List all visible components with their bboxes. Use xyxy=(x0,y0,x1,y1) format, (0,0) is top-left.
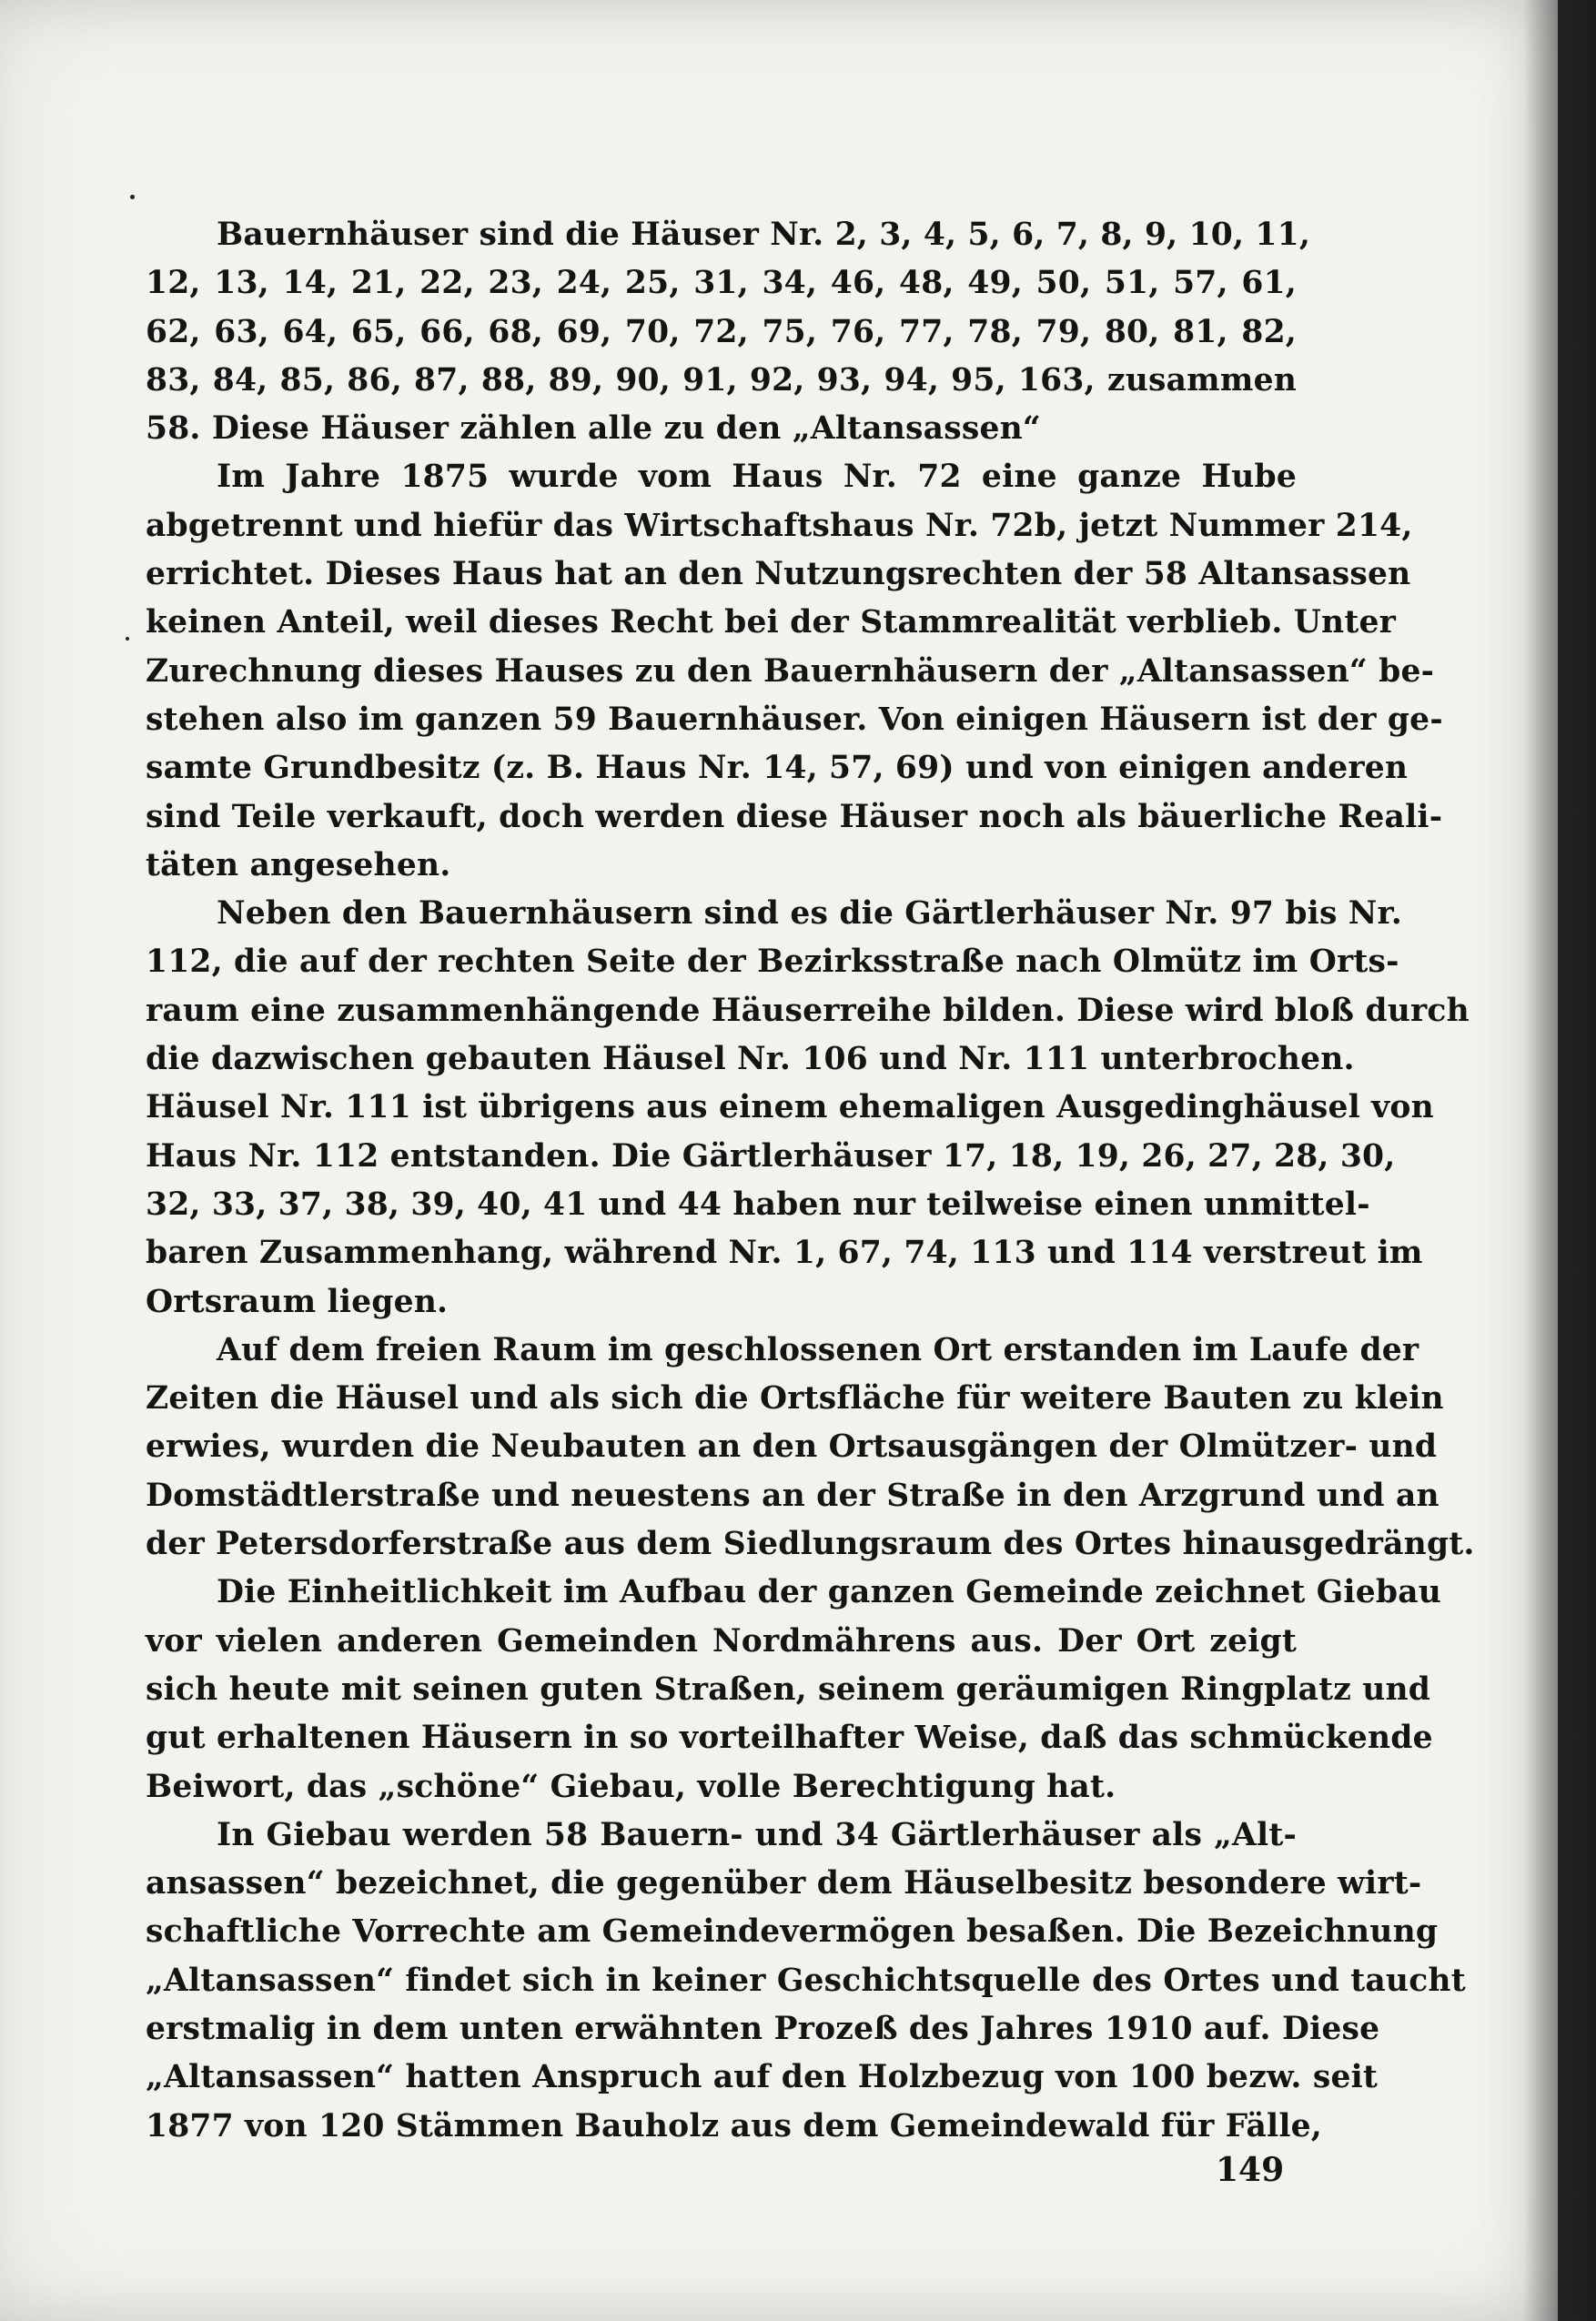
text-line: Zeiten die Häusel und als sich die Ortsfläche für weitere Bauten zu klein xyxy=(146,1380,1444,1418)
body-text xyxy=(146,211,1475,2151)
text-line: „Altansassen“ findet sich in keiner Geschichtsquelle des Ortes und taucht xyxy=(146,1962,1466,1999)
paragraph-4 xyxy=(146,1327,1475,1569)
text-line: Bauernhäuser sind die Häuser Nr. 2, 3, 4, 5, 6, 7, 8, 9, 10, 11, xyxy=(217,217,1311,253)
text-line: Beiwort, das „schöne“ Giebau, volle Berechtigung hat. xyxy=(146,1768,1116,1805)
text-line: Ortsraum liegen. xyxy=(146,1283,449,1320)
text-line: täten angesehen. xyxy=(146,846,451,883)
text-line: 32, 33, 37, 38, 39, 40, 41 und 44 haben nur teilweise einen unmittel- xyxy=(146,1186,1370,1223)
text-line: 12, 13, 14, 21, 22, 23, 24, 25, 31, 34, 46, 48, 49, 50, 51, 57, 61, xyxy=(146,265,1297,302)
paragraph-6 xyxy=(146,1811,1466,2151)
text-line: Zurechnung dieses Hauses zu den Bauernhäusern der „Altansassen“ be- xyxy=(146,652,1435,690)
text-line: der Petersdorferstraße aus dem Siedlungsraum des Ortes hinausgedrängt. xyxy=(146,1526,1475,1563)
text-line: Im Jahre 1875 wurde vom Haus Nr. 72 eine ganze Hube xyxy=(217,459,1297,496)
text-line: sind Teile verkauft, doch werden diese Häuser noch als bäuerliche Reali- xyxy=(146,798,1443,835)
text-line: Haus Nr. 112 entstanden. Die Gärtlerhäuser 17, 18, 19, 26, 27, 28, 30, xyxy=(146,1137,1396,1175)
text-line: Domstädtlerstraße und neuestens an der Straße in den Arzgrund und an xyxy=(146,1477,1439,1514)
page-number: 149 xyxy=(1216,2151,1285,2189)
paragraph-3 xyxy=(146,890,1470,1327)
text-line: 112, die auf der rechten Seite der Bezirksstraße nach Olmütz im Orts- xyxy=(146,944,1399,981)
text-line: abgetrennt und hiefür das Wirtschaftshaus Nr. 72b, jetzt Nummer 214, xyxy=(146,507,1413,544)
ink-speck xyxy=(126,637,129,641)
text-line: 58. Diese Häuser zählen alle zu den „Altansassen“ xyxy=(146,410,1041,448)
text-line: Auf dem freien Raum im geschlossenen Ort erstanden im Laufe der xyxy=(217,1331,1419,1368)
paragraph-1 xyxy=(146,211,1311,453)
text-line: 83, 84, 85, 86, 87, 88, 89, 90, 91, 92, 93, 94, 95, 163, zusammen xyxy=(146,361,1297,399)
ink-speck xyxy=(130,195,135,199)
text-line: gut erhaltenen Häusern in so vorteilhafter Weise, daß das schmückende xyxy=(146,1720,1433,1757)
text-line: baren Zusammenhang, während Nr. 1, 67, 74, 113 und 114 verstreut im xyxy=(146,1235,1423,1272)
paragraph-5 xyxy=(146,1569,1442,1811)
text-line: errichtet. Dieses Haus hat an den Nutzungsrechten der 58 Altansassen xyxy=(146,556,1411,593)
text-line: Neben den Bauernhäusern sind es die Gärtlerhäuser Nr. 97 bis Nr. xyxy=(217,895,1402,933)
text-line: schaftliche Vorrechte am Gemeindevermögen besaßen. Die Bezeichnung xyxy=(146,1913,1439,1951)
text-line: sich heute mit seinen guten Straßen, seinem geräumigen Ringplatz und xyxy=(146,1670,1431,1708)
text-line: vor vielen anderen Gemeinden Nordmährens aus. Der Ort zeigt xyxy=(146,1622,1297,1660)
text-line: In Giebau werden 58 Bauern- und 34 Gärtlerhäuser als „Alt- xyxy=(217,1816,1297,1853)
text-line: Häusel Nr. 111 ist übrigens aus einem ehemaligen Ausgedinghäusel von xyxy=(146,1089,1434,1126)
text-line: erwies, wurden die Neubauten an den Ortsausgängen der Olmützer- und xyxy=(146,1428,1438,1466)
text-line: ansassen“ bezeichnet, die gegenüber dem Häuselbesitz besondere wirt- xyxy=(146,1865,1422,1902)
text-line: keinen Anteil, weil dieses Recht bei der Stammrealität verblieb. Unter xyxy=(146,604,1397,641)
text-line: stehen also im ganzen 59 Bauernhäuser. Von einigen Häusern ist der ge- xyxy=(146,701,1443,738)
text-line: samte Grundbesitz (z. B. Haus Nr. 14, 57, 69) und von einigen anderen xyxy=(146,750,1409,787)
text-line: die dazwischen gebauten Häusel Nr. 106 und Nr. 111 unterbrochen. xyxy=(146,1041,1355,1078)
text-line: erstmalig in dem unten erwähnten Prozeß des Jahres 1910 auf. Diese xyxy=(146,2010,1380,2047)
text-line: raum eine zusammenhängende Häuserreihe bilden. Diese wird bloß durch xyxy=(146,992,1470,1029)
paragraph-2 xyxy=(146,453,1443,890)
text-line: Die Einheitlichkeit im Aufbau der ganzen Gemeinde zeichnet Giebau xyxy=(217,1574,1442,1611)
text-line: „Altansassen“ hatten Anspruch auf den Holzbezug von 100 bezw. seit xyxy=(146,2059,1379,2096)
text-line: 1877 von 120 Stämmen Bauholz aus dem Gemeindewald für Fälle, xyxy=(146,2107,1322,2144)
text-line: 62, 63, 64, 65, 66, 68, 69, 70, 72, 75, 76, 77, 78, 79, 80, 81, 82, xyxy=(146,313,1297,350)
page-edge-shadow xyxy=(1523,0,1596,2321)
